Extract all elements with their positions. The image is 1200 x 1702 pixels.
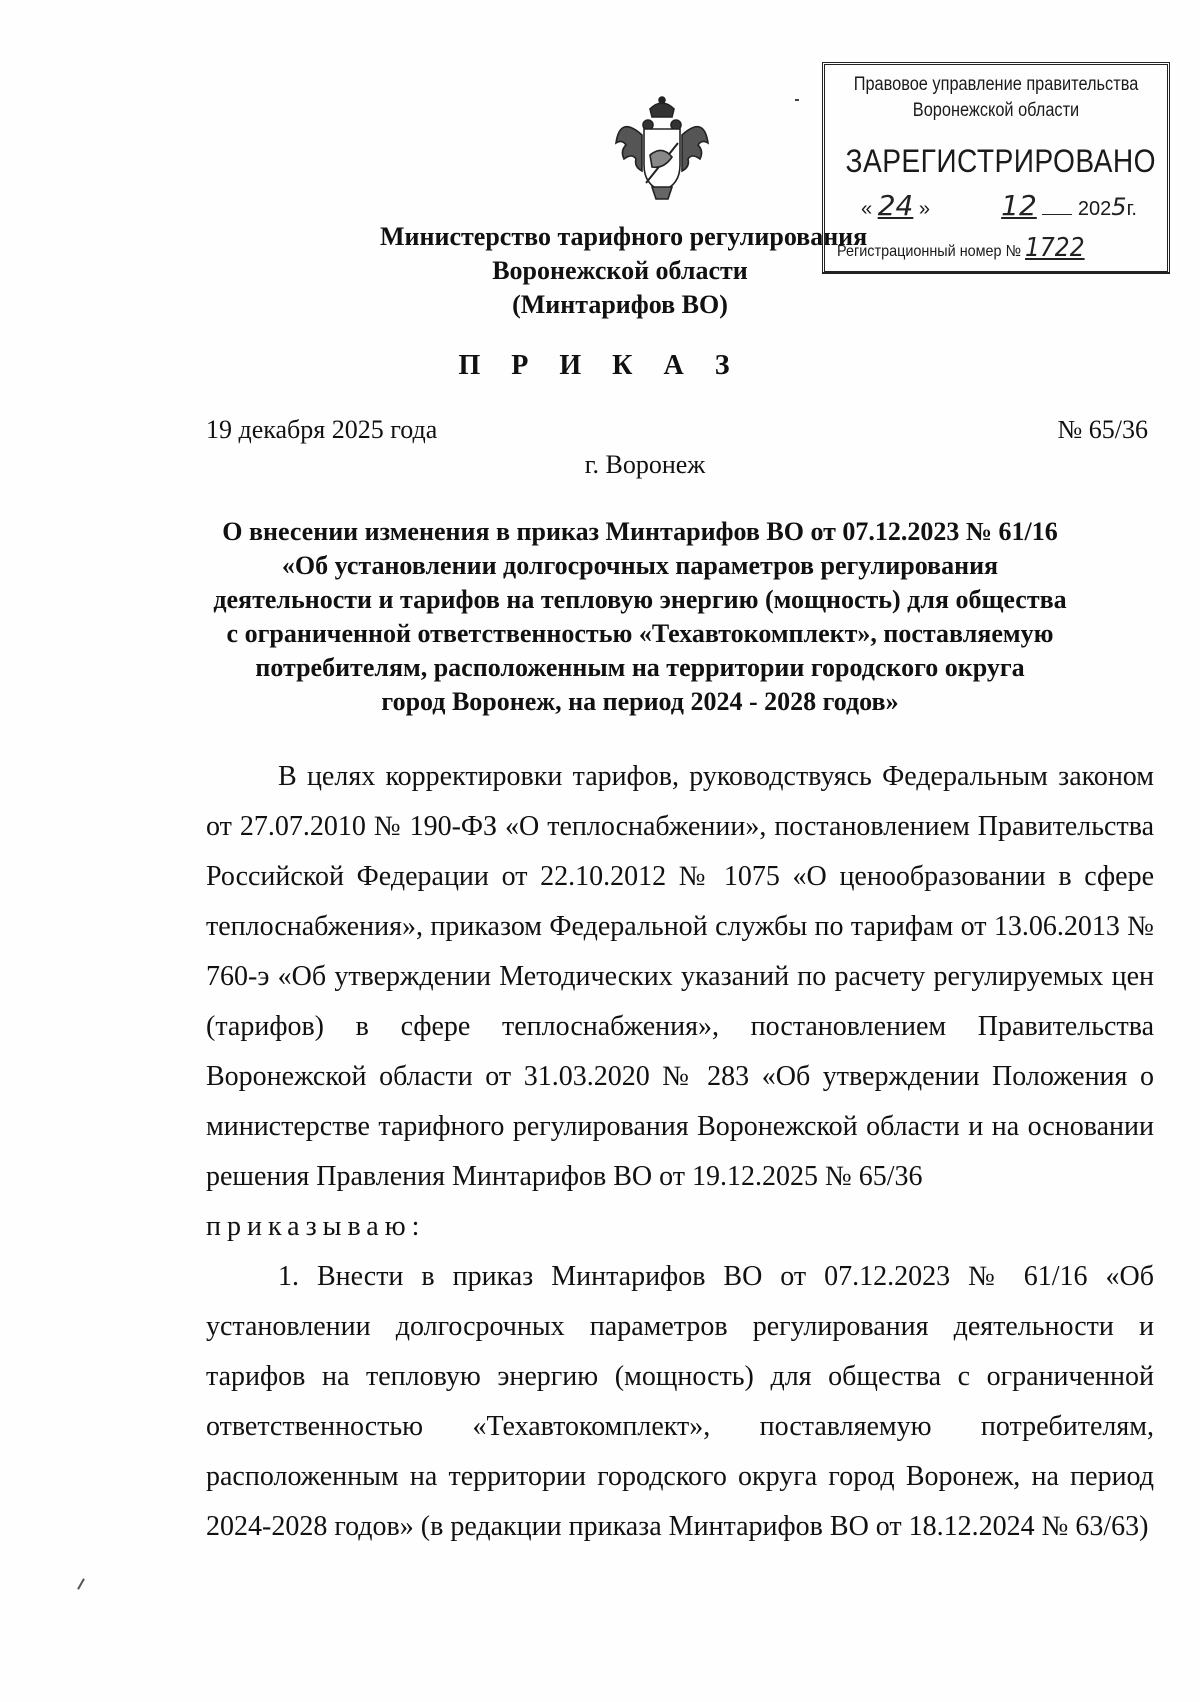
subject-line: О внесении изменения в приказ Минтарифов ВО от 07.12.2023 № 61/16 [222, 517, 1058, 546]
document-date: 19 декабря 2025 года [206, 415, 438, 444]
document-body [206, 752, 1154, 1552]
registration-stamp [822, 62, 1170, 274]
subject-line: «Об установлении долгосрочных параметров регулирования [281, 551, 999, 580]
item-1-paragraph: 1. Внести в приказ Минтарифов ВО от 07.12.2023 № 61/16 «Об установлении долгосрочных параметров регулирования деятельности и тарифов на тепловую энергию (мощность) для общества с ограниченной ответственностью «Техавтокомплект», поставляемую потребителям, расположенным на территории городского округа город Воронеж, на период 2024-2028 годов» (в редакции приказа Минтарифов ВО от 18.12.2024 № 63/63) [206, 1261, 1154, 1542]
ink-mark [795, 99, 799, 101]
subject-line: с ограниченной ответственностью «Техавтокомплект», поставляемую [226, 619, 1054, 648]
stamp-month: 12 [1001, 189, 1037, 222]
ministry-line-3: (Минтарифов ВО) [512, 290, 728, 319]
ministry-header [380, 220, 868, 322]
stamp-year-hand: 5 [1111, 193, 1127, 221]
document-city: г. Воронеж [584, 450, 706, 479]
document-subject [200, 515, 1080, 719]
document-type: П Р И К А З [458, 350, 742, 381]
subject-line: деятельности и тарифов на тепловую энергию (мощность) для общества [213, 585, 1067, 614]
subject-line: город Воронеж, на период 2024 - 2028 годов» [381, 687, 899, 716]
document-number: № 65/36 [1057, 415, 1148, 444]
stamp-date: « 24 » 12 2025г. [861, 189, 1137, 222]
stamp-year-prefix: 202 [1077, 198, 1112, 220]
coat-of-arms-icon [612, 95, 712, 205]
stamp-reg-number [837, 233, 1085, 263]
preamble-paragraph: В целях корректировки тарифов, руководствуясь Федеральным законом от 27.07.2010 № 190-ФЗ «О теплоснабжении», постановлением Правительства Российской Федерации от 22.10.2012 № 1075 «О ценообразовании в сфере теплоснабжения», приказом Федеральной службы по тарифам от 13.06.2013 № 760-э «Об утверждении Методических указаний по расчету регулируемых цен (тарифов) в сфере теплоснабжения», постановлением Правительства Воронежской области от 31.03.2020 № 283 «Об утверждении Положения о министерстве тарифного регулирования Воронежской области и на основании решения Правления Минтарифов ВО от 19.12.2025 № 65/36 [206, 761, 1154, 1192]
margin-mark [77, 1578, 85, 1589]
stamp-reg-value: 1722 [1025, 233, 1085, 263]
stamp-line-1: Правовое управление правительства [853, 74, 1139, 95]
ministry-line-1: Министерство тарифного регулирования [380, 222, 868, 251]
stamp-underline [822, 272, 1170, 274]
stamp-day: 24 [877, 189, 914, 222]
stamp-line-2: Воронежской области [912, 100, 1080, 121]
subject-line: потребителям, расположенным на территории городского округа [255, 653, 1025, 682]
order-word: приказываю: [206, 1211, 426, 1242]
stamp-registered: ЗАРЕГИСТРИРОВАНО [845, 143, 1156, 179]
stamp-reg-label: Регистрационный номер № [837, 243, 1022, 260]
stamp-year-suffix: г. [1126, 198, 1137, 220]
ministry-line-2: Воронежской области [492, 256, 748, 285]
